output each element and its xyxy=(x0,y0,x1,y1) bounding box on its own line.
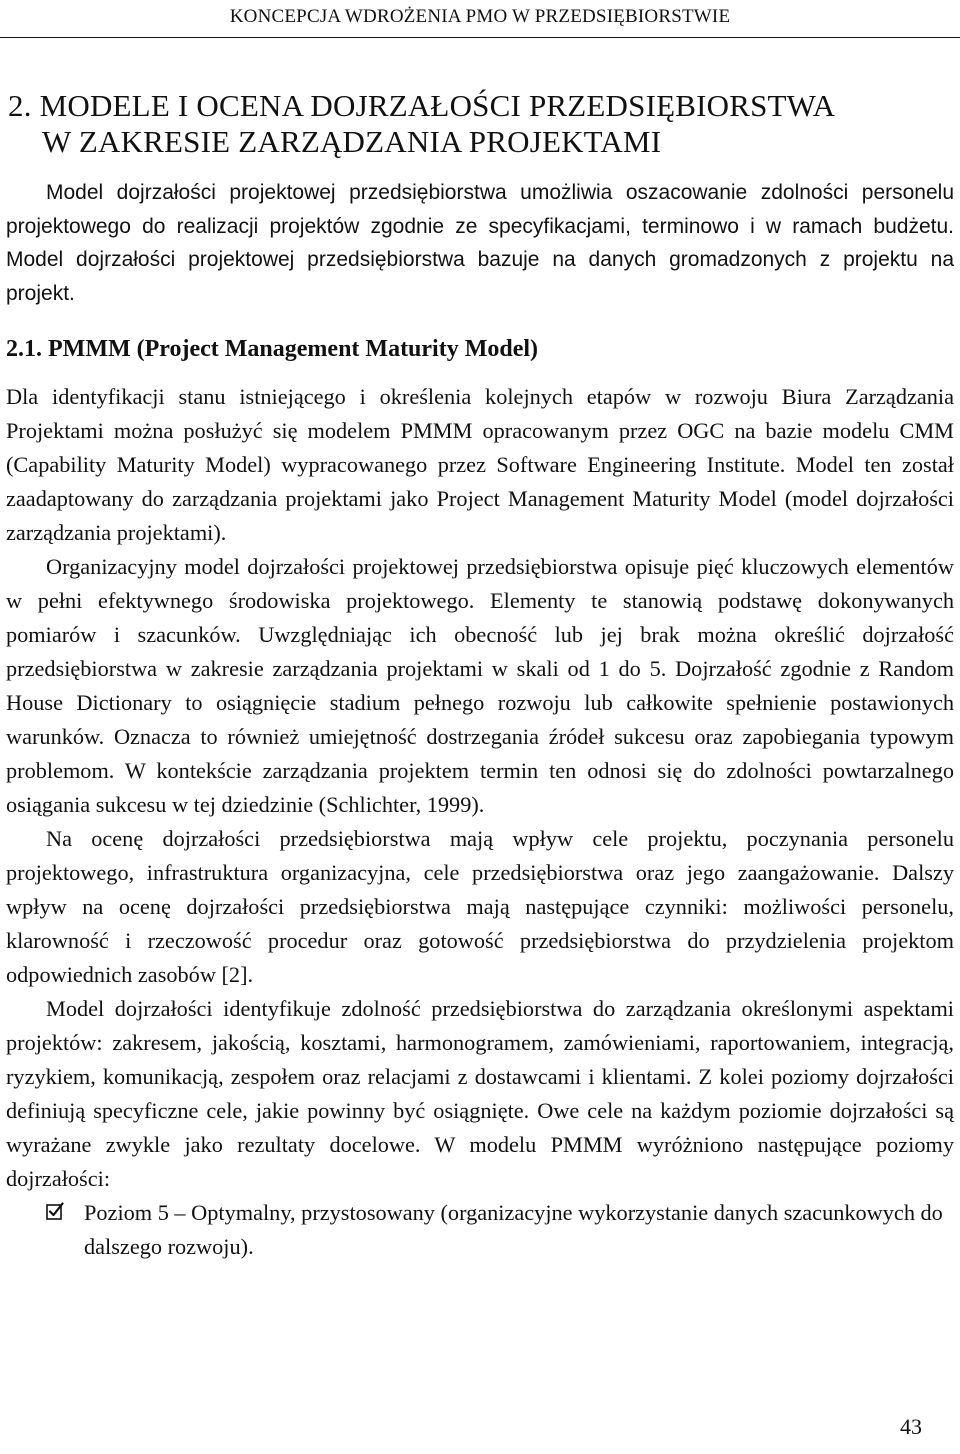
section-heading: 2.1. PMMM (Project Management Maturity Model) xyxy=(6,336,539,362)
body-paragraph: Model dojrzałości identyfikuje zdolność przedsiębiorstwa do zarządzania określonymi aspektami projektów: zakresem, jakością, kosztami, harmonogramem, zamówieniami, raportowaniem, integracją, ryzykiem, komunikacją, zespołem oraz relacjami z dostawcami i klientami. Z kolei poziomy dojrzałości definiują specyficzne cele, jakie powinny być osiągnięte. Owe cele na każdym poziomie dojrzałości są wyrażane zwykle jako rezultaty docelowe. W modelu PMMM wyróżniono następujące poziomy dojrzałości: xyxy=(6,996,954,1191)
chapter-title-line-1: MODELE I OCENA DOJRZAŁOŚCI PRZEDSIĘBIORSTWA xyxy=(39,88,836,123)
chapter-title-line-2: W ZAKRESIE ZARZĄDZANIA PROJEKTAMI xyxy=(42,124,662,159)
body-paragraph: Organizacyjny model dojrzałości projektowej przedsiębiorstwa opisuje pięć kluczowych elementów w pełni efektywnego środowiska projektowego. Elementy te stanowią podstawę dokonywanych pomiarów i szacunków. Uwzględniając ich obecność lub jej brak można określić dojrzałość przedsiębiorstwa w zakresie zarządzania projektami w skali od 1 do 5. Dojrzałość zgodnie z Random House Dictionary to osiągnięcie stadium pełnego rozwoju lub całkowite spełnienie postawionych warunków. Oznacza to również umiejętność dostrzegania źródeł sukcesu oraz zapobiegania typowym problemom. W kontekście zarządzania projektem termin ten odnosi się do zdolności powtarzalnego osiągania sukcesu w tej dziedzinie (Schlichter, 1999). xyxy=(6,554,954,817)
page-number: 43 xyxy=(900,1414,922,1439)
chapter-intro-paragraph: Model dojrzałości projektowej przedsiębiorstwa umożliwia oszacowanie zdolności personelu projektowego do realizacji projektów zgodnie ze specyfikacjami, terminowo i w ramach budżetu. Model dojrzałości projektowej przedsiębiorstwa bazuje na danych gromadzonych z projektu na projekt. xyxy=(6,181,954,305)
maturity-levels-list xyxy=(6,1196,954,1264)
chapter-number: 2. xyxy=(8,88,32,123)
chapter-title xyxy=(6,88,954,160)
header-rule xyxy=(0,37,960,38)
body-paragraph: Dla identyfikacji stanu istniejącego i określenia kolejnych etapów w rozwoju Biura Zarządzania Projektami można posłużyć się modelem PMMM opracowanym przez OGC na bazie modelu CMM (Capability Maturity Model) wypracowanego przez Software Engineering Institute. Model ten został zaadaptowany do zarządzania projektami jako Project Management Maturity Model (model dojrzałości zarządzania projektami). xyxy=(6,384,954,545)
checkbox-checked-icon xyxy=(46,1202,64,1220)
body-paragraph: Na ocenę dojrzałości przedsiębiorstwa mają wpływ cele projektu, poczynania personelu projektowego, infrastruktura organizacyjna, cele przedsiębiorstwa oraz jego zaangażowanie. Dalszy wpływ na ocenę dojrzałości przedsiębiorstwa mają następujące czynniki: możliwości personelu, klarowność i rzeczowość procedur oraz gotowość przedsiębiorstwa do przydzielenia projektom odpowiednich zasobów [2]. xyxy=(6,826,954,987)
page-content xyxy=(6,88,954,1264)
list-item xyxy=(6,1196,954,1264)
list-item-text: Poziom 5 – Optymalny, przystosowany (organizacyjne wykorzystanie danych szacunkowych do dalszego rozwoju). xyxy=(84,1200,943,1259)
running-header: KONCEPCJA WDROŻENIA PMO W PRZEDSIĘBIORSTWIE xyxy=(229,6,731,27)
